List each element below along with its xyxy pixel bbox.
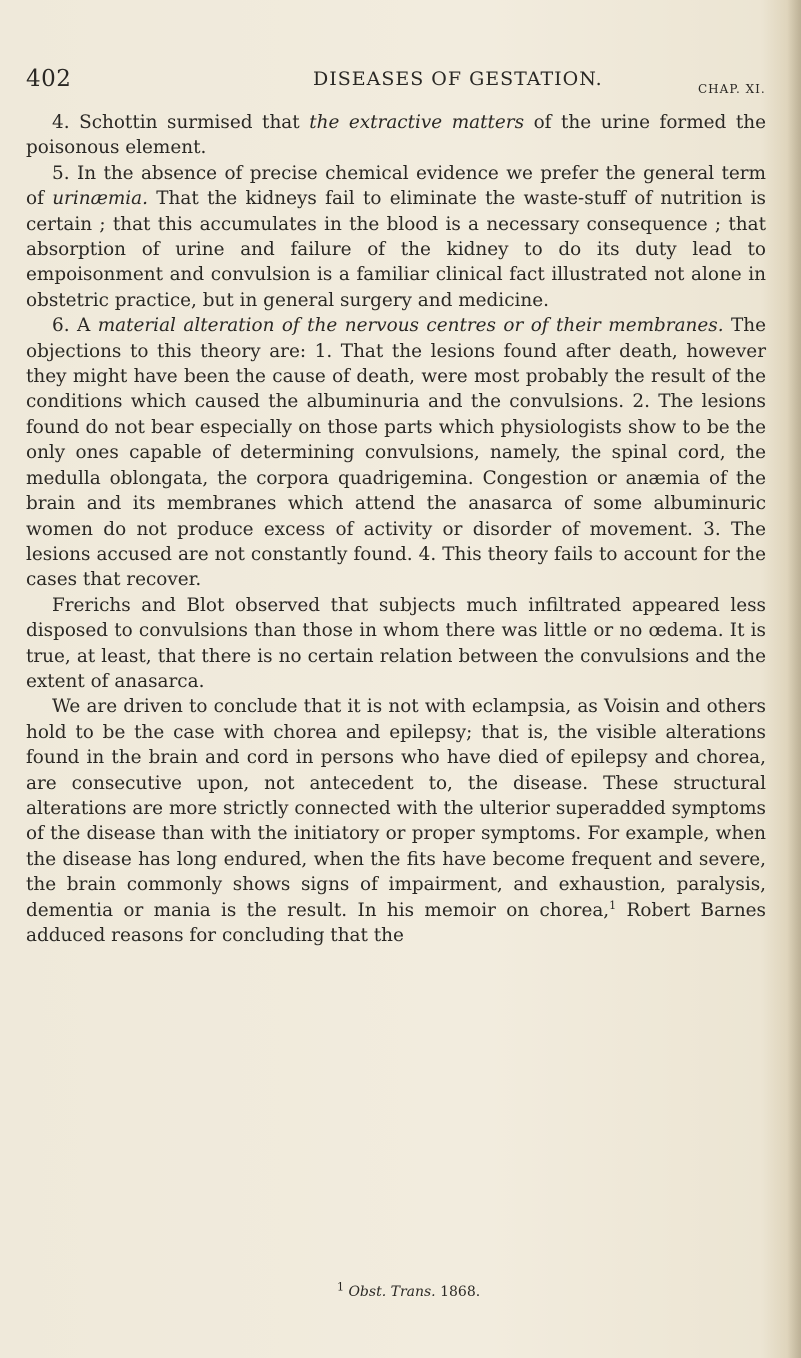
page-edge-shadow [787, 0, 801, 1358]
p6-text-1: 6. A [52, 315, 98, 337]
footnote [337, 1280, 481, 1300]
p8-text-1: We are driven to conclude that it is not with eclampsia, as Voisin and others hold to be the case with chorea and epilepsy; that is, the visible alterations found in the brain and cord in persons who have died of epilepsy and chorea, are consecutive upon, not antecedent to, the disease. These structural alterations are more strictly connected with the ulterior superadded symptoms of the disease than with the initiatory or proper symptoms. For example, when the disease has long endured, when the fits have become frequent and severe, the brain commonly shows signs of impairment, and exhaustion, paralysis, dementia or mania is the result. In his memoir on chorea, [26, 696, 766, 921]
paragraph-7: Frerichs and Blot observed that subjects much infiltrated appeared less disposed to convulsions than those in whom there was little or no œdema. It is true, at least, that there is no certain relation between the convulsions and the extent of anasarca. [26, 594, 766, 692]
paragraph-6 [26, 313, 766, 592]
paragraph-8 [26, 694, 766, 948]
footnote-mark: 1 [337, 1280, 344, 1294]
footnote-ref[interactable]: 1 [609, 898, 617, 912]
footnote-year: 1868. [435, 1284, 481, 1300]
p4-text-2: of the urine formed the poisonous element. [26, 112, 766, 159]
page-header [26, 66, 766, 100]
running-head: DISEASES OF GESTATION. [313, 68, 603, 90]
page-number: 402 [26, 66, 72, 92]
p5-text-2: That the kidneys fail to eliminate the waste-stuff of nutrition is certain ; that this accumulates in the blood is a necessary consequence ; that absorption of urine and failure of the kidney to do its duty lead to empoisonment and convulsion is a familiar clinical fact illustrated not alone in obstetric practice, but in general surgery and medicine. [26, 188, 766, 311]
paragraph-4 [26, 110, 766, 161]
p6-italic: material alteration of the nervous centres or of their membranes. [97, 315, 724, 337]
p8-text-2: Robert Barnes adduced reasons for concluding that the [26, 899, 766, 946]
body-text [26, 110, 766, 948]
footnote-title: Obst. Trans. [348, 1284, 436, 1300]
p5-text-1: 5. In the absence of precise chemical evidence we prefer the general term of [26, 162, 766, 210]
p5-italic: urinæmia. [52, 188, 148, 210]
paragraph-5 [26, 161, 766, 313]
p4-text-1: 4. Schottin surmised that [52, 112, 310, 133]
p6-text-2: The objections to this theory are: 1. That the lesions found after death, however they might have been the cause of death, were most probably the result of the conditions which caused the albuminuria and the convulsions. 2. The lesions found do not bear especially on those parts which physiologists show to be the only ones capable of determining convulsions, namely, the spinal cord, the medulla oblongata, the corpora quadrigemina. Congestion or anæmia of the brain and its membranes which attend the anasarca of some albuminuric women do not produce excess of activity or disorder of movement. 3. The lesions accused are not constantly found. 4. This theory fails to account for the cases that recover. [26, 315, 766, 591]
p4-italic: the extractive matters [309, 112, 525, 133]
chapter-label: CHAP. XI. [698, 82, 766, 96]
